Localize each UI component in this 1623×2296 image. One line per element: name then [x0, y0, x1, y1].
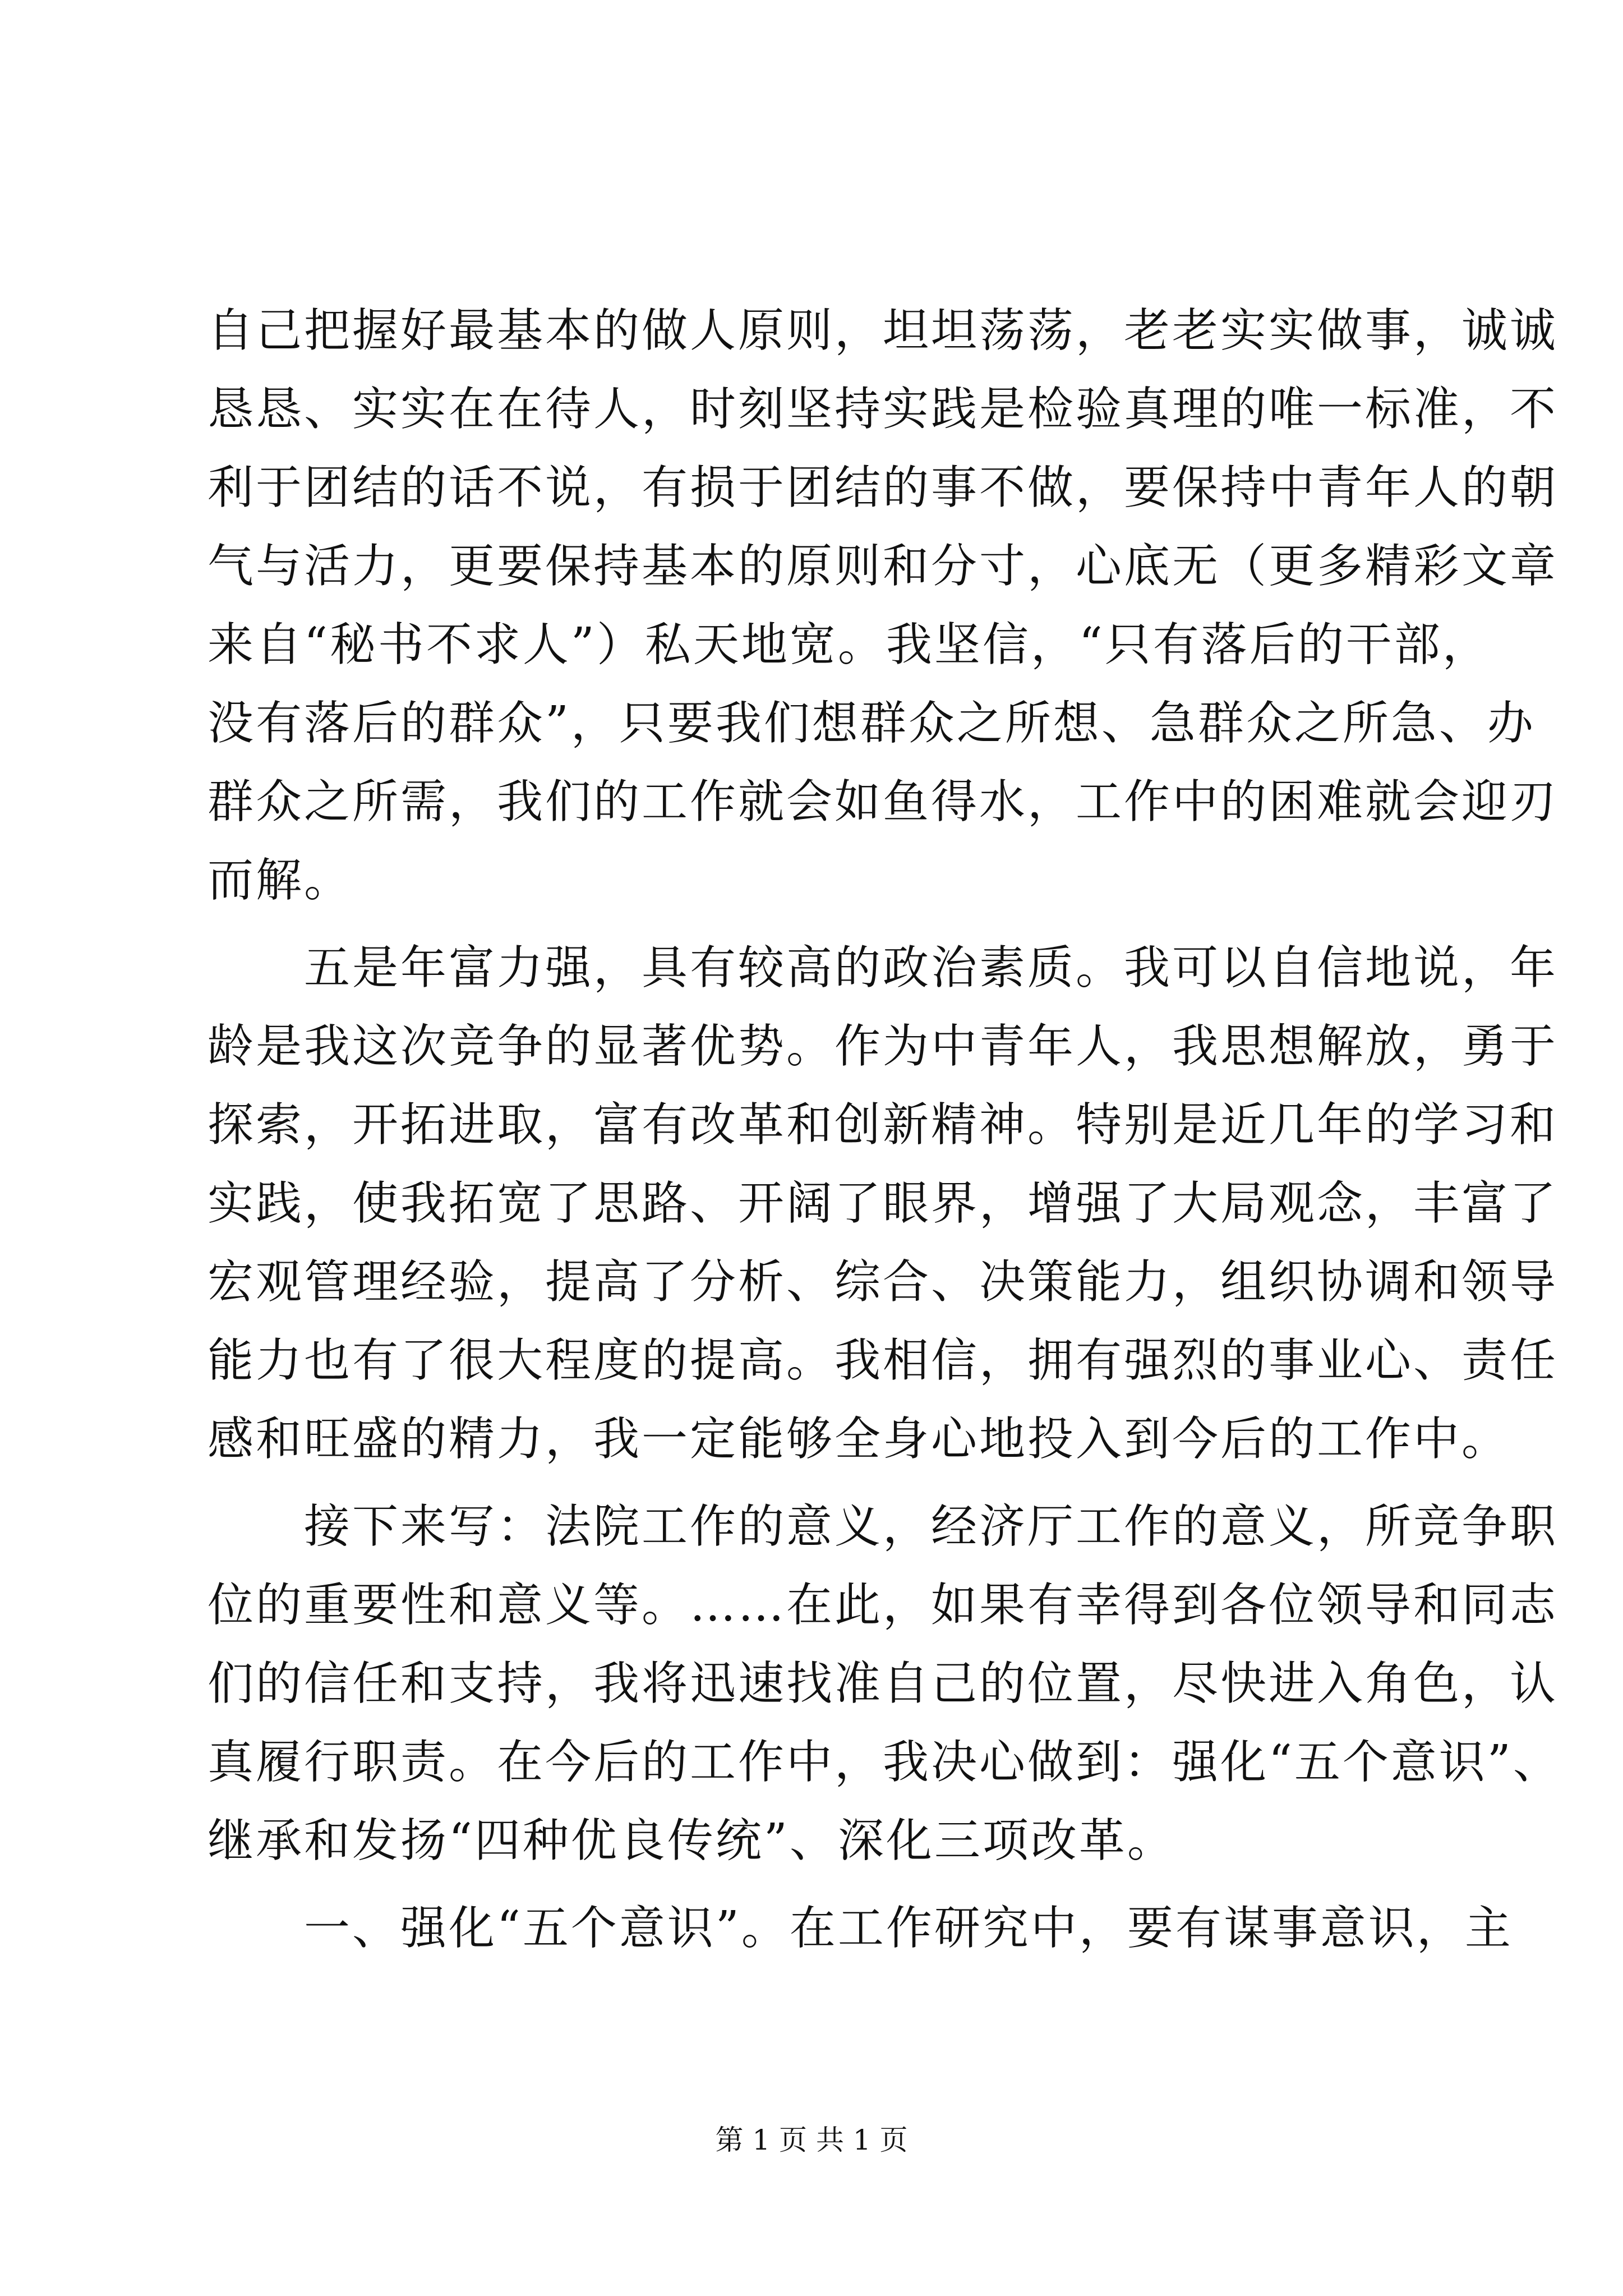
- document-body: [208, 292, 1561, 1968]
- page-footer: 第 1 页 共 1 页: [715, 2124, 908, 2156]
- text-line: 没有落后的群众”，只要我们想群众之所想、急群众之所急、办: [208, 697, 1536, 750]
- paragraph-start-line: 接下来写：法院工作的意义，经济厅工作的意义，所竞争职: [208, 1500, 1559, 1553]
- text-line: 位的重要性和意义等。……在此，如果有幸得到各位领导和同志: [208, 1579, 1559, 1632]
- text-line: 恳恳、实实在在待人，时刻坚持实践是检验真理的唯一标准，不: [208, 383, 1559, 436]
- text-line: 气与活力，更要保持基本的原则和分寸，心底无（更多精彩文章: [208, 540, 1559, 593]
- text-line: 利于团结的话不说，有损于团结的事不做，要保持中青年人的朝: [208, 461, 1559, 514]
- text-line: 来自“秘书不求人”）私天地宽。我坚信，“只有落后的干部，: [208, 618, 1491, 671]
- text-line: 自己把握好最基本的做人原则，坦坦荡荡，老老实实做事，诚诚: [208, 304, 1559, 357]
- text-line: 群众之所需，我们的工作就会如鱼得水，工作中的困难就会迎刃: [208, 775, 1559, 829]
- text-line: 能力也有了很大程度的提高。我相信，拥有强烈的事业心、责任: [208, 1334, 1559, 1387]
- text-line: 而解。: [208, 854, 353, 907]
- text-line: 感和旺盛的精力，我一定能够全身心地投入到今后的工作中。: [208, 1412, 1510, 1466]
- paragraph-start-line: 一、强化“五个意识”。在工作研究中，要有谋事意识，主: [208, 1902, 1513, 1955]
- text-line: 实践，使我拓宽了思路、开阔了眼界，增强了大局观念，丰富了: [208, 1177, 1559, 1230]
- text-line: 继承和发扬“四种优良传统”、深化三项改革。: [208, 1814, 1175, 1867]
- text-line: 们的信任和支持，我将迅速找准自己的位置，尽快进入角色，认: [208, 1657, 1559, 1710]
- text-line: 探索，开拓进取，富有改革和创新精神。特别是近几年的学习和: [208, 1098, 1559, 1152]
- text-line: 宏观管理经验，提高了分析、综合、决策能力，组织协调和领导: [208, 1255, 1559, 1309]
- text-line: 真履行职责。在今后的工作中，我决心做到：强化“五个意识”、: [208, 1736, 1561, 1789]
- text-line: 龄是我这次竞争的显著优势。作为中青年人，我思想解放，勇于: [208, 1020, 1559, 1073]
- paragraph-start-line: 五是年富力强，具有较高的政治素质。我可以自信地说，年: [208, 941, 1559, 995]
